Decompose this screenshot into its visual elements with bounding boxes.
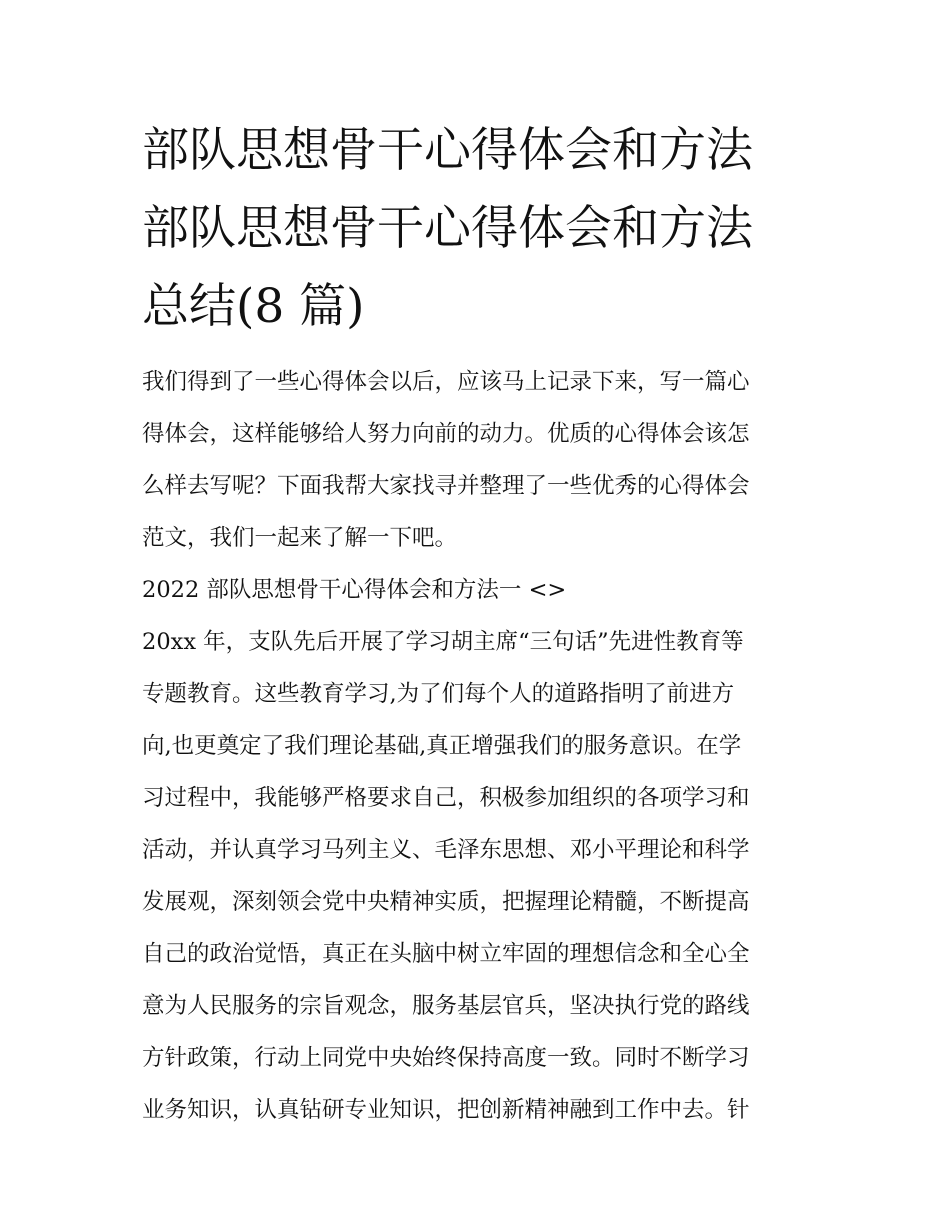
document-title — [142, 112, 822, 346]
section-line-10: 业务知识，认真钻研专业知识，把创新精神融到工作中去。针 — [142, 1097, 750, 1123]
section-line-4: 习过程中，我能够严格要求自己，积极参加组织的各项学习和 — [142, 785, 750, 811]
section-line-1: 20xx 年，支队先后开展了学习胡主席“三句话”先进性教育等 — [142, 629, 744, 655]
section-heading: 2022 部队思想骨干心得体会和方法一 <> — [142, 577, 567, 603]
section-line-6: 发展观，深刻领会党中央精神实质，把握理论精髓，不断提高 — [142, 889, 750, 915]
title-line-3: 总结(8 篇) — [142, 279, 365, 334]
section-line-7: 自己的政治觉悟，真正在头脑中树立牢固的理想信念和全心全 — [142, 941, 750, 967]
intro-line-1: 我们得到了一些心得体会以后，应该马上记录下来，写一篇心 — [142, 369, 750, 395]
section-line-8: 意为人民服务的宗旨观念，服务基层官兵，坚决执行党的路线 — [142, 993, 750, 1019]
intro-line-4: 范文，我们一起来了解一下吧。 — [142, 525, 458, 551]
intro-line-3: 么样去写呢？下面我帮大家找寻并整理了一些优秀的心得体会 — [142, 473, 750, 499]
section-line-5: 活动，并认真学习马列主义、毛泽东思想、邓小平理论和科学 — [142, 837, 750, 863]
title-line-2: 部队思想骨干心得体会和方法 — [142, 201, 753, 256]
document-body — [142, 356, 822, 1136]
section-line-9: 方针政策，行动上同党中央始终保持高度一致。同时不断学习 — [142, 1045, 750, 1071]
section-line-2: 专题教育。这些教育学习,为了们每个人的道路指明了前进方 — [142, 681, 735, 707]
intro-line-2: 得体会，这样能够给人努力向前的动力。优质的心得体会该怎 — [142, 421, 750, 447]
section-line-3: 向,也更奠定了我们理论基础,真正增强我们的服务意识。在学 — [142, 733, 742, 759]
title-line-1: 部队思想骨干心得体会和方法 — [142, 123, 753, 178]
